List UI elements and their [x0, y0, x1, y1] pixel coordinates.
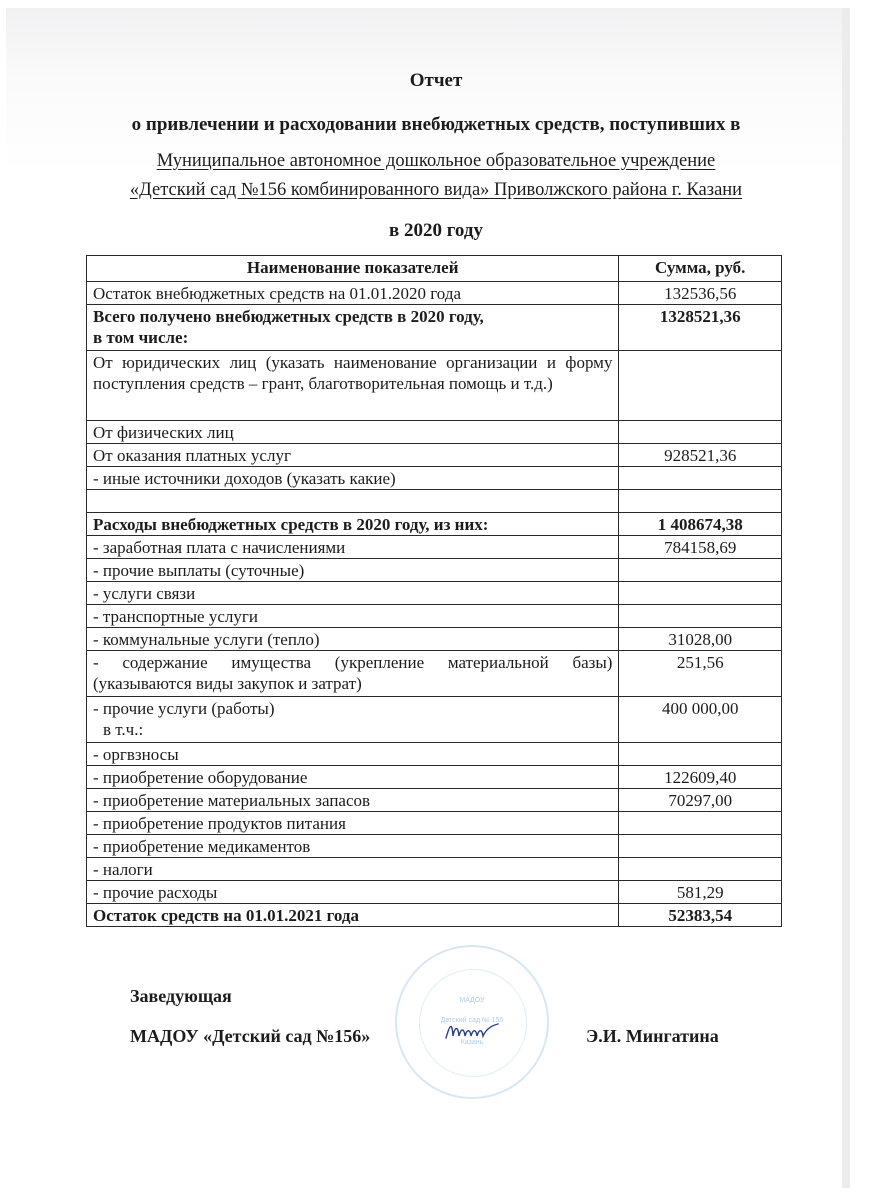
table-row-empty — [87, 490, 782, 513]
table-row — [87, 444, 782, 467]
row-name: - услуги связи — [87, 582, 619, 605]
row-sum: 132536,56 — [619, 282, 782, 305]
row-sum: 251,56 — [619, 651, 782, 697]
report-subtitle: о привлечении и расходовании внебюджетных средств, поступивших в — [131, 114, 741, 135]
row-sum — [619, 582, 782, 605]
table-row — [87, 651, 782, 697]
row-name: - приобретение продуктов питания — [87, 812, 619, 835]
row-name: От физических лиц — [87, 421, 619, 444]
row-name: От юридических лиц (указать наименование организации и форму поступления средств – грант, благотворительная помощь и т.д.) — [87, 351, 619, 421]
row-name: - приобретение оборудование — [87, 766, 619, 789]
row-sum: 31028,00 — [619, 628, 782, 651]
row-sum: 928521,36 — [619, 444, 782, 467]
row-sum — [619, 559, 782, 582]
report-title: Отчет — [409, 70, 463, 91]
organization-name-line2: «Детский сад №156 комбинированного вида» Приволжского района г. Казани — [129, 180, 743, 200]
row-sum — [619, 858, 782, 881]
table-row — [87, 282, 782, 305]
row-name: - оргвзносы — [87, 743, 619, 766]
row-sum — [619, 812, 782, 835]
row-name: - налоги — [87, 858, 619, 881]
table-row — [87, 559, 782, 582]
table-row — [87, 743, 782, 766]
signer-name: Э.И. Мингатина — [586, 1026, 719, 1046]
row-sum — [619, 467, 782, 490]
row-sum: 122609,40 — [619, 766, 782, 789]
signer-institution: МАДОУ «Детский сад №156» — [130, 1026, 371, 1046]
row-sum: 1 408674,38 — [619, 513, 782, 536]
table-row — [87, 835, 782, 858]
row-sum — [619, 743, 782, 766]
row-name: От оказания платных услуг — [87, 444, 619, 467]
row-name: - коммунальные услуги (тепло) — [87, 628, 619, 651]
row-sum — [619, 351, 782, 421]
table-row-total — [87, 904, 782, 927]
table-row — [87, 536, 782, 559]
table-row — [87, 697, 782, 743]
table-header-row — [87, 256, 782, 282]
row-sum: 581,29 — [619, 881, 782, 904]
row-sum — [619, 835, 782, 858]
row-name: Расходы внебюджетных средств в 2020 году, из них: — [87, 513, 619, 536]
table-row — [87, 628, 782, 651]
row-sum: 400 000,00 — [619, 697, 782, 743]
table-row — [87, 513, 782, 536]
table-row — [87, 582, 782, 605]
table-row — [87, 467, 782, 490]
row-sum: 784158,69 — [619, 536, 782, 559]
table-row — [87, 766, 782, 789]
row-sum: 70297,00 — [619, 789, 782, 812]
table-row — [87, 421, 782, 444]
row-name: Остаток средств на 01.01.2021 года — [87, 904, 619, 927]
row-name: - иные источники доходов (указать какие) — [87, 467, 619, 490]
row-sum: 1328521,36 — [619, 305, 782, 351]
row-name: - содержание имущества (укрепление материальной базы) (указываются виды закупок и затрат) — [87, 651, 619, 697]
report-period: в 2020 году — [389, 220, 483, 241]
column-header-sum: Сумма, руб. — [619, 256, 782, 282]
organization-name-line1: Муниципальное автономное дошкольное образовательное учреждение — [156, 151, 716, 171]
table-row — [87, 858, 782, 881]
table-row — [87, 812, 782, 835]
official-stamp: МАДОУ Детский сад № 156 Казань — [395, 945, 549, 1099]
row-sum — [619, 605, 782, 628]
row-name: - прочие выплаты (суточные) — [87, 559, 619, 582]
row-name: Остаток внебюджетных средств на 01.01.2020 года — [87, 282, 619, 305]
column-header-name: Наименование показателей — [87, 256, 619, 282]
row-name: - прочие услуги (работы) в т.ч.: — [87, 697, 619, 743]
row-name: - транспортные услуги — [87, 605, 619, 628]
row-name: - прочие расходы — [87, 881, 619, 904]
handwritten-signature-icon — [442, 1018, 502, 1044]
signer-position: Заведующая — [130, 986, 232, 1006]
table-row — [87, 351, 782, 421]
row-name: - приобретение материальных запасов — [87, 789, 619, 812]
table-row — [87, 605, 782, 628]
row-sum — [619, 421, 782, 444]
table-row — [87, 305, 782, 351]
table-row — [87, 881, 782, 904]
row-name — [87, 490, 619, 513]
row-sum — [619, 490, 782, 513]
row-sum: 52383,54 — [619, 904, 782, 927]
row-name: Всего получено внебюджетных средств в 2020 году, в том числе: — [87, 305, 619, 351]
row-name: - заработная плата с начислениями — [87, 536, 619, 559]
table-row — [87, 789, 782, 812]
row-name: - приобретение медикаментов — [87, 835, 619, 858]
report-table — [86, 255, 782, 927]
